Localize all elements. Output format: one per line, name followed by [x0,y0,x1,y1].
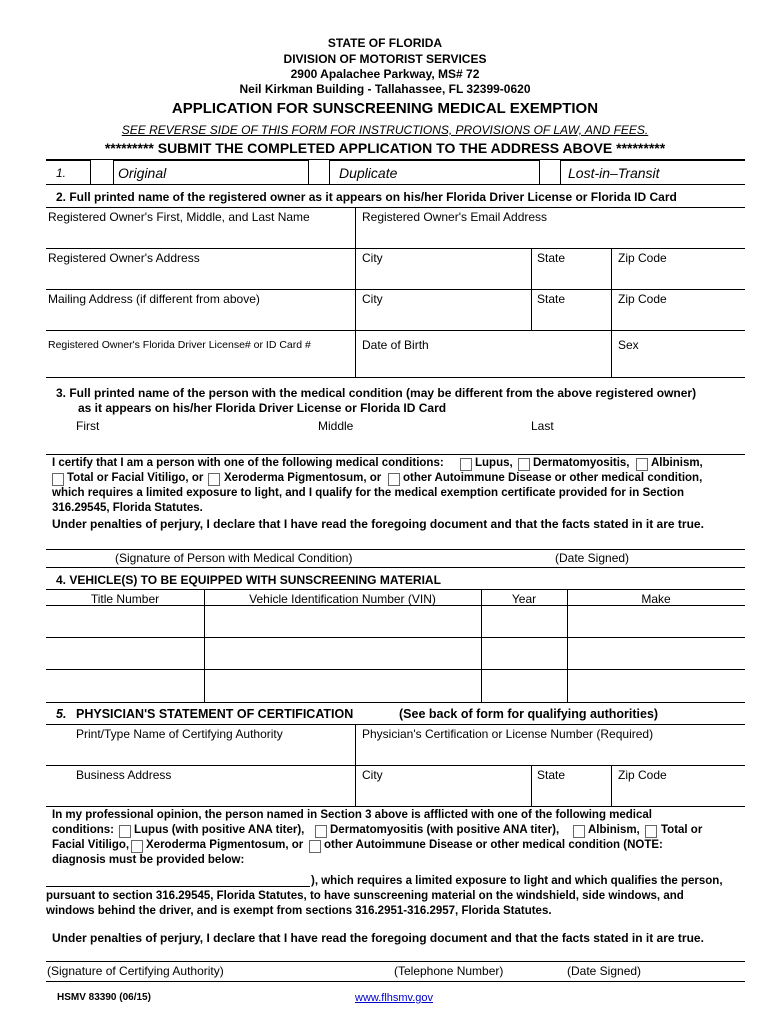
date-of-birth-field[interactable]: Date of Birth [362,338,429,352]
reverse-side-note: SEE REVERSE SIDE OF THIS FORM FOR INSTRUCTIONS, PROVISIONS OF LAW, AND FEES. [121,123,649,137]
person-dermatomyositis-checkbox[interactable] [518,458,530,471]
agency-division: DIVISION OF MOTORIST SERVICES [283,52,487,66]
limited-exposure-statement: ), which requires a limited exposure to light and which qualifies the person, [311,875,723,887]
section5-perjury: Under penalties of perjury, I declare that I have read the foregoing document and that the facts stated in it are true. [52,931,704,945]
person-albinism-label: Albinism, [651,457,703,469]
conditions-label: conditions: [52,824,114,836]
section3-heading-cont: as it appears on his/her Florida Driver License or Florida ID Card [78,401,447,415]
agency-state: STATE OF FLORIDA [327,36,443,50]
original-checkbox[interactable] [90,159,114,185]
certify-statement: I certify that I am a person with one of the following medical conditions: [52,457,444,469]
certify-statement-cont: which requires a limited exposure to light, and I qualify for the medical exemption certificate provided for in Section [52,487,684,499]
vin-column: Vehicle Identification Number (VIN) [249,592,436,606]
person-first-name-field[interactable]: First [76,419,100,433]
license-number-field[interactable]: Registered Owner's Florida Driver License# or ID Card # [48,339,311,351]
authority-signature-field[interactable]: (Signature of Certifying Authority) [47,964,224,978]
section1-number: 1. [56,166,67,180]
person-albinism-checkbox[interactable] [636,458,648,471]
make-column: Make [641,592,671,606]
title-number-column: Title Number [90,592,160,606]
mailing-address-field[interactable]: Mailing Address (if different from above) [48,292,260,306]
section5-heading-note: (See back of form for qualifying authorities) [399,707,659,721]
duplicate-label: Duplicate [339,165,398,181]
section3-heading: 3. Full printed name of the person with the medical condition (may be different from the above registered owner) [56,386,697,400]
physician-license-field[interactable]: Physician's Certification or License Number (Required) [362,727,654,741]
person-last-name-field[interactable]: Last [531,419,554,433]
physician-lupus-label: Lupus (with positive ANA titer), [134,824,305,836]
section3-perjury: Under penalties of perjury, I declare that I have read the foregoing document and that the facts stated in it are true. [52,517,704,531]
agency-building: Neil Kirkman Building - Tallahassee, FL 32399-0620 [239,82,531,96]
lost-in-transit-label: Lost-in–Transit [568,165,660,181]
physician-other-condition-label: other Autoimmune Disease or other medical condition (NOTE: [324,839,663,851]
physician-vitiligo-checkbox[interactable] [645,825,657,838]
pursuant-statement: pursuant to section 316.29545, Florida Statutes, to have sunscreening material on the windshield, side windows, and [46,890,684,902]
year-column: Year [511,592,537,606]
mailing-city-field[interactable]: City [362,292,383,306]
owner-address-field[interactable]: Registered Owner's Address [48,251,200,265]
person-vitiligo-label: Total or Facial Vitiligo, or [67,472,204,484]
business-address-field[interactable]: Business Address [76,768,172,782]
diagnosis-field[interactable] [46,886,310,887]
website-link[interactable]: www.flhsmv.gov [355,992,434,1004]
vehicle-row-3[interactable] [46,702,745,703]
lost-in-transit-checkbox[interactable] [539,159,561,185]
agency-street: 2900 Apalachee Parkway, MS# 72 [290,67,480,81]
section5-number: 5. [56,707,67,721]
person-middle-name-field[interactable]: Middle [318,419,354,433]
person-other-condition-label: other Autoimmune Disease or other medical condition, [403,472,703,484]
exemption-statement: windows behind the driver, and is exempt from sections 316.2951-316.2957, Florida Statutes. [46,905,552,917]
authority-telephone-field[interactable]: (Telephone Number) [394,964,504,978]
duplicate-checkbox[interactable] [308,159,330,185]
physician-dermatomyositis-checkbox[interactable] [315,825,327,838]
original-label: Original [118,165,167,181]
form-number: HSMV 83390 (06/15) [57,992,151,1003]
person-xeroderma-label: Xeroderma Pigmentosum, or [224,472,382,484]
person-lupus-label: Lupus, [475,457,513,469]
certify-statute: 316.29545, Florida Statutes. [52,502,203,514]
person-vitiligo-checkbox[interactable] [52,473,64,486]
form-title: APPLICATION FOR SUNSCREENING MEDICAL EXEMPTION [171,100,599,117]
submit-note: ********* SUBMIT THE COMPLETED APPLICATION TO THE ADDRESS ABOVE ********* [104,140,666,156]
physician-xeroderma-checkbox[interactable] [131,840,143,853]
physician-facial-vitiligo-label: Facial Vitiligo, [52,839,130,851]
section5-heading: PHYSICIAN'S STATEMENT OF CERTIFICATION [76,707,354,721]
vehicle-row-1[interactable] [46,637,745,638]
physician-dermatomyositis-label: Dermatomyositis (with positive ANA titer), [330,824,560,836]
vehicle-row-2[interactable] [46,669,745,670]
physician-albinism-label: Albinism, [588,824,640,836]
owner-name-field[interactable]: Registered Owner's First, Middle, and Last Name [48,210,310,224]
owner-city-field[interactable]: City [362,251,383,265]
mailing-zip-field[interactable]: Zip Code [618,292,667,306]
physician-other-condition-checkbox[interactable] [309,840,321,853]
business-zip-field[interactable]: Zip Code [618,768,667,782]
owner-email-field[interactable]: Registered Owner's Email Address [362,210,548,224]
section2-heading: 2. Full printed name of the registered owner as it appears on his/her Florida Driver License or Florida ID Card [56,190,677,204]
person-lupus-checkbox[interactable] [460,458,472,471]
person-dermatomyositis-label: Dermatomyositis, [533,457,630,469]
physician-vitiligo-label: Total or [661,824,703,836]
person-xeroderma-checkbox[interactable] [208,473,220,486]
person-signature-field[interactable]: (Signature of Person with Medical Condition) [115,551,353,565]
authority-name-field[interactable]: Print/Type Name of Certifying Authority [76,727,283,741]
physician-xeroderma-label: Xeroderma Pigmentosum, or [146,839,304,851]
physician-lupus-checkbox[interactable] [119,825,131,838]
owner-state-field[interactable]: State [537,251,566,265]
sex-field[interactable]: Sex [618,338,639,352]
person-date-signed-field[interactable]: (Date Signed) [555,551,630,565]
diagnosis-note: diagnosis must be provided below: [52,854,245,866]
person-other-condition-checkbox[interactable] [388,473,400,486]
business-city-field[interactable]: City [362,768,383,782]
owner-zip-field[interactable]: Zip Code [618,251,667,265]
section4-heading: 4. VEHICLE(S) TO BE EQUIPPED WITH SUNSCREENING MATERIAL [56,573,441,587]
physician-opinion: In my professional opinion, the person named in Section 3 above is afflicted with one of the following medical [52,809,652,821]
business-state-field[interactable]: State [537,768,566,782]
authority-date-signed-field[interactable]: (Date Signed) [567,964,642,978]
physician-albinism-checkbox[interactable] [573,825,585,838]
mailing-state-field[interactable]: State [537,292,566,306]
